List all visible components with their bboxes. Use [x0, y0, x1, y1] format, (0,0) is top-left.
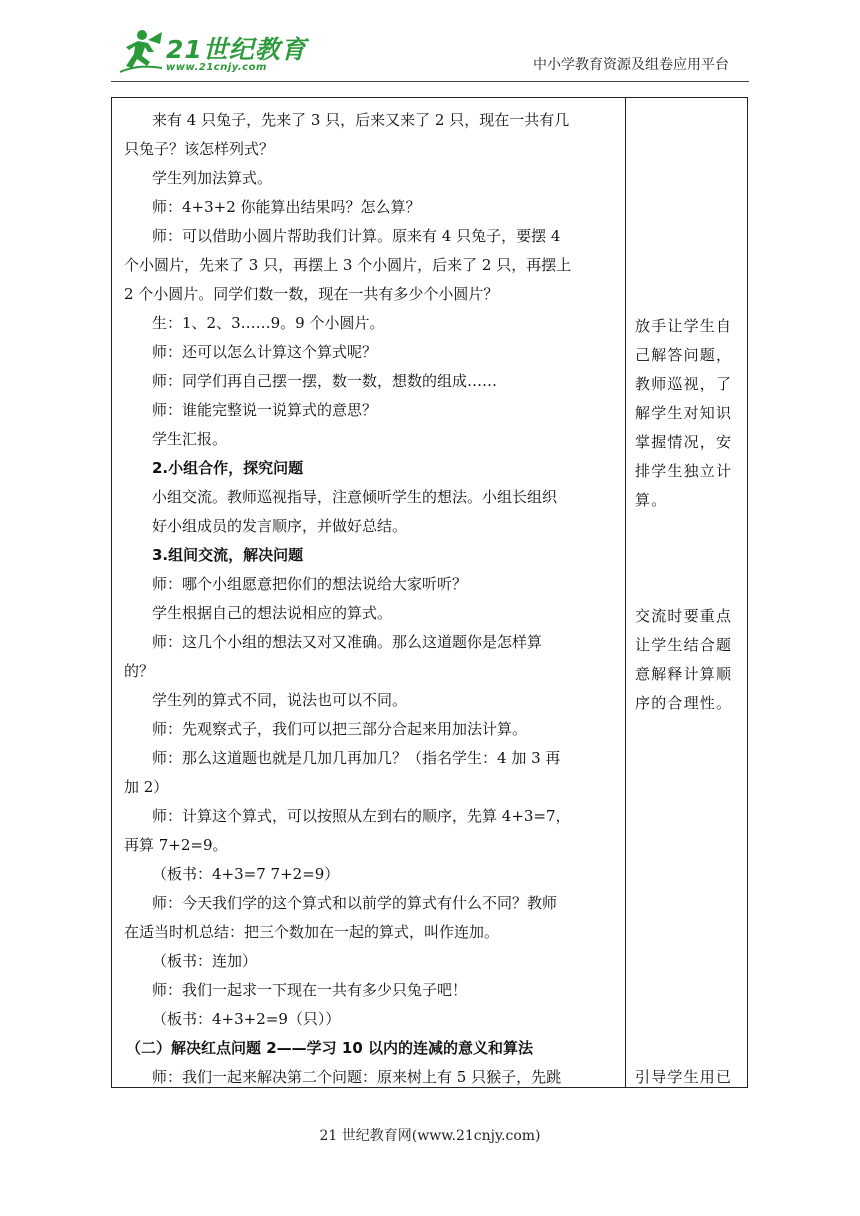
page-header: [0, 0, 860, 92]
platform-title: 中小学教育资源及组卷应用平台: [533, 57, 729, 73]
board-note: （板书：4+3=7 7+2=9）: [152, 865, 340, 883]
teaching-note: 序的合理性。: [635, 694, 733, 712]
content-line: 加 2）: [124, 778, 169, 796]
content-line: 在适当时机总结：把三个数加在一起的算式，叫作连加。: [124, 923, 500, 941]
content-line: 师：那么这道题也就是几加几再加几？（指名学生：4 加 3 再: [152, 749, 561, 767]
content-line: 学生列的算式不同，说法也可以不同。: [152, 691, 408, 709]
site-logo[interactable]: [118, 28, 307, 78]
teaching-note: 教师巡视，了: [635, 375, 733, 393]
section-heading: 3.组间交流，解决问题: [152, 546, 304, 564]
content-line: 生：1、2、3……9。9 个小圆片。: [152, 314, 385, 332]
teaching-note: 意解释计算顺: [635, 665, 733, 683]
teaching-note: 排学生独立计: [635, 462, 733, 480]
teaching-note: 放手让学生自: [635, 317, 733, 335]
content-line: 师：可以借助小圆片帮助我们计算。原来有 4 只兔子，要摆 4: [152, 227, 561, 245]
content-line: 好小组成员的发言顺序，并做好总结。: [152, 517, 408, 535]
content-line: 师：我们一起来解决第二个问题：原来树上有 5 只猴子，先跳: [152, 1068, 562, 1086]
teaching-note: 让学生结合题: [635, 636, 733, 654]
content-line: 师：计算这个算式，可以按照从左到右的顺序，先算 4+3=7，: [152, 807, 571, 825]
logo-text: 21世纪教育: [166, 35, 307, 64]
content-line: 个小圆片，先来了 3 只，再摆上 3 个小圆片，后来了 2 只，再摆上: [124, 256, 572, 274]
content-line: 师：这几个小组的想法又对又准确。那么这道题你是怎样算: [152, 633, 543, 651]
section-heading: 2.小组合作，探究问题: [152, 459, 304, 477]
content-line: 的？: [124, 662, 155, 680]
column-divider: [625, 98, 626, 1087]
content-line: 2 个小圆片。同学们数一数，现在一共有多少个小圆片？: [124, 285, 499, 303]
content-line: 师：4+3+2 你能算出结果吗？怎么算？: [152, 198, 421, 216]
content-line: 师：今天我们学的这个算式和以前学的算式有什么不同？教师: [152, 894, 558, 912]
logo-url: www.21cnjy.com: [166, 62, 267, 73]
runner-logo-icon: [118, 28, 166, 74]
board-note: （板书：4+3+2=9（只））: [152, 1010, 341, 1028]
content-line: 只兔子？该怎样列式？: [124, 140, 275, 158]
teaching-note: 交流时要重点: [635, 607, 733, 625]
page-footer: 21 世纪教育网(www.21cnjy.com): [319, 1128, 541, 1144]
content-line: 来有 4 只兔子，先来了 3 只，后来又来了 2 只，现在一共有几: [152, 111, 570, 129]
header-rule: [111, 81, 749, 82]
section-heading: （二）解决红点问题 2——学习 10 以内的连减的意义和算法: [126, 1039, 533, 1057]
board-note: （板书：连加）: [152, 952, 258, 970]
teaching-note: 算。: [635, 491, 668, 509]
teaching-note: 掌握情况，安: [635, 433, 733, 451]
content-line: 师：我们一起求一下现在一共有多少只兔子吧！: [152, 981, 468, 999]
lesson-table: [111, 97, 748, 1088]
content-line: 学生汇报。: [152, 430, 228, 448]
content-line: 师：先观察式子，我们可以把三部分合起来用加法计算。: [152, 720, 528, 738]
content-line: 学生列加法算式。: [152, 169, 273, 187]
content-line: 小组交流。教师巡视指导，注意倾听学生的想法。小组长组织: [152, 488, 558, 506]
teaching-note: 解学生对知识: [635, 404, 733, 422]
content-line: 师：还可以怎么计算这个算式呢？: [152, 343, 378, 361]
teaching-note: 己解答问题，: [635, 346, 733, 364]
content-line: 学生根据自己的想法说相应的算式。: [152, 604, 393, 622]
content-line: 再算 7+2=9。: [124, 836, 228, 854]
teaching-note: 引导学生用已: [635, 1068, 733, 1086]
content-line: 师：哪个小组愿意把你们的想法说给大家听听？: [152, 575, 468, 593]
content-line: 师：谁能完整说一说算式的意思？: [152, 401, 378, 419]
content-line: 师：同学们再自己摆一摆，数一数，想数的组成……: [152, 372, 498, 390]
